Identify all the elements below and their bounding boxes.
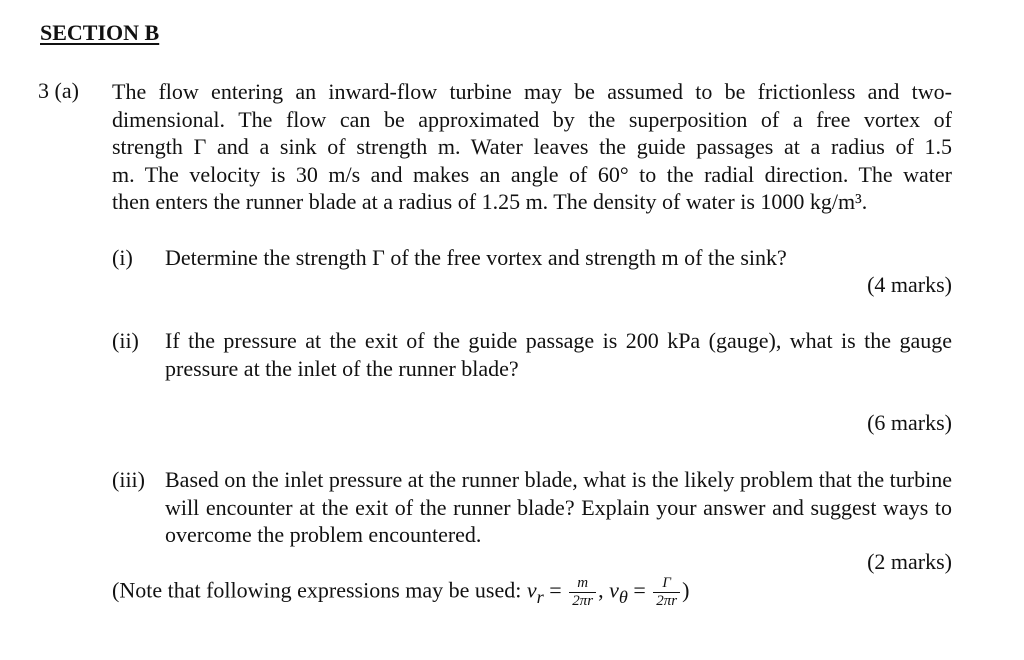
part-ii-label: (ii) bbox=[112, 328, 139, 353]
part-ii-marks: (6 marks) bbox=[867, 410, 952, 435]
intro-line-2: dimensional. The flow can be approximated by the superposition of a free vortex of bbox=[112, 106, 952, 132]
fraction-1-denominator: 2πr bbox=[572, 593, 594, 609]
note-suffix: ) bbox=[682, 577, 690, 603]
fraction-2-denominator: 2πr bbox=[656, 593, 678, 609]
note-prefix: (Note that following expressions may be used: bbox=[112, 577, 527, 603]
fraction-1-numerator: m bbox=[569, 575, 596, 593]
vtheta-symbol: v bbox=[609, 577, 619, 603]
intro-line-4: m. The velocity is 30 m/s and makes an angle of 60° to the radial direction. The water bbox=[112, 161, 952, 187]
vtheta-subscript: θ bbox=[618, 586, 628, 607]
vr-subscript: r bbox=[536, 586, 544, 607]
part-i-label: (i) bbox=[112, 245, 133, 270]
fraction-gamma-over-2pir bbox=[653, 575, 680, 610]
formula-note bbox=[112, 575, 689, 610]
question-intro bbox=[112, 78, 952, 216]
part-iii-text: Based on the inlet pressure at the runner blade, what is the likely problem that the turbine will encounter at the exit of the runner blade? Explain your answer and suggest ways to overcome the problem encountered. bbox=[165, 467, 952, 547]
fraction-2-numerator: Γ bbox=[653, 575, 680, 593]
equals-1: = bbox=[543, 577, 568, 603]
part-ii-text: If the pressure at the exit of the guide passage is 200 kPa (gauge), what is the gauge pressure at the inlet of the runner blade? bbox=[165, 328, 952, 381]
part-i-marks: (4 marks) bbox=[867, 272, 952, 297]
question-number: 3 (a) bbox=[38, 78, 79, 103]
intro-line-3: strength Γ and a sink of strength m. Water leaves the guide passages at a radius of 1.5 bbox=[112, 134, 952, 159]
part-iii-label: (iii) bbox=[112, 467, 145, 492]
equals-2: = bbox=[627, 577, 652, 603]
intro-line-1: The flow entering an inward-flow turbine may be assumed to be frictionless and two- bbox=[112, 79, 952, 104]
part-iii-marks: (2 marks) bbox=[867, 549, 952, 574]
part-i-text: Determine the strength Γ of the free vortex and strength m of the sink? bbox=[165, 245, 787, 270]
intro-line-5: then enters the runner blade at a radius of 1.25 m. The density of water is 1000 kg/m³. bbox=[112, 189, 868, 214]
section-title: SECTION B bbox=[40, 20, 160, 45]
fraction-m-over-2pir bbox=[569, 575, 596, 610]
separator: , bbox=[598, 577, 610, 603]
vr-symbol: v bbox=[526, 577, 537, 603]
